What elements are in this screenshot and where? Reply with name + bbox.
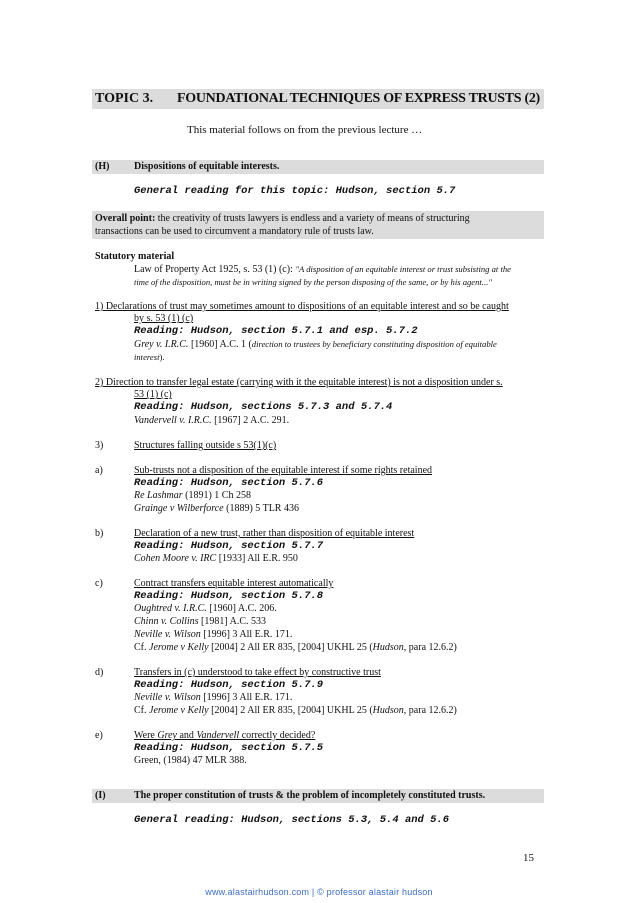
statutory-line1 [134, 263, 511, 276]
subtitle: This material follows on from the previous lecture … [187, 124, 423, 136]
grey-case-name: Grey v. I.R.C. [134, 339, 189, 350]
section-i-label: (I) [95, 790, 106, 801]
topic-title: FOUNDATIONAL TECHNIQUES OF EXPRESS TRUSTS (2) [177, 91, 540, 106]
item-a-reading: Reading: Hudson, section 5.7.6 [134, 477, 324, 489]
section-i-title: The proper constitution of trusts & the problem of incompletely constituted trusts. [134, 790, 486, 801]
item-e-label: e) [95, 730, 103, 741]
item-b-label: b) [95, 528, 104, 539]
section-i-reading: General reading: Hudson, sections 5.3, 5.4 and 5.6 [134, 814, 450, 826]
section-h-label: (H) [95, 161, 110, 172]
overall-label: Overall point: [95, 213, 156, 224]
item-d-case-2: Cf. Jerome v Kelly [2004] 2 All ER 835, [2004] UKHL 25 (Hudson, para 12.6.2) [134, 705, 457, 716]
overall-line1: the creativity of trusts lawyers is endless and a variety of means of structuring [155, 213, 470, 224]
item-d-text: Transfers in (c) understood to take effect by constructive trust [134, 667, 381, 678]
item-3-label: 3) [95, 440, 104, 451]
lpa-quote: "A disposition of an equitable interest or trust subsisting at the [295, 264, 511, 274]
topic-number: TOPIC 3. [95, 91, 154, 106]
section-h-title: Dispositions of equitable interests. [134, 161, 280, 172]
statutory-line2: time of the disposition, must be in writing signed by the person disposing of the same, or by his agent..." [134, 277, 492, 287]
item-1-note-cont: interest). [134, 352, 165, 362]
item-e-reading: Reading: Hudson, section 5.7.5 [134, 742, 324, 754]
item-c-label: c) [95, 578, 103, 589]
item-3-text: Structures falling outside s 53(1)(c) [134, 440, 277, 451]
item-1-line2: by s. 53 (1) (c) [134, 313, 194, 324]
item-a-case-2: Grainge v Wilberforce (1889) 5 TLR 436 [134, 503, 299, 514]
item-c-reading: Reading: Hudson, section 5.7.8 [134, 590, 324, 602]
overall-point [95, 213, 470, 225]
lpa-citation: Law of Property Act 1925, s. 53 (1) (c): [134, 264, 296, 275]
item-1-case: Grey v. I.R.C. [1960] A.C. 1 (direction to trustees by beneficiary constituting disposition of equitable [134, 339, 497, 350]
overall-line2: transactions can be used to circumvent a mandatory rule of trusts law. [95, 226, 374, 237]
item-b-reading: Reading: Hudson, section 5.7.7 [134, 540, 324, 552]
footer-link[interactable]: www.alastairhudson.com | © professor alastair hudson [205, 887, 433, 897]
item-2-line2: 53 (1) (c) [134, 389, 172, 400]
item-e-case-1: Green, (1984) 47 MLR 388. [134, 755, 247, 766]
item-b-case-1: Cohen Moore v. IRC [1933] All E.R. 950 [134, 553, 298, 564]
item-c-case-4: Cf. Jerome v Kelly [2004] 2 All ER 835, [2004] UKHL 25 (Hudson, para 12.6.2) [134, 642, 457, 653]
item-a-case-1: Re Lashmar (1891) 1 Ch 258 [134, 490, 251, 501]
item-d-case-1: Neville v. Wilson [1996] 3 All E.R. 171. [134, 692, 293, 703]
item-2-line1: 2) Direction to transfer legal estate (carrying with it the equitable interest) is not a disposition under s. [95, 377, 503, 388]
item-1-line1: 1) Declarations of trust may sometimes amount to dispositions of an equitable interest and so be caught [95, 301, 509, 312]
statutory-heading: Statutory material [95, 251, 175, 262]
item-1-reading: Reading: Hudson, section 5.7.1 and esp. 5.7.2 [134, 325, 418, 337]
section-h-reading: General reading for this topic: Hudson, section 5.7 [134, 185, 456, 197]
item-a-label: a) [95, 465, 103, 476]
item-c-case-1: Oughtred v. I.R.C. [1960] A.C. 206. [134, 603, 277, 614]
item-2-case: Vandervell v. I.R.C. [1967] 2 A.C. 291. [134, 415, 290, 426]
item-c-text: Contract transfers equitable interest automatically [134, 578, 334, 589]
item-c-case-2: Chinn v. Collins [1981] A.C. 533 [134, 616, 267, 627]
item-e-text: Were Grey and Vandervell correctly decided? [134, 730, 316, 741]
item-c-case-3: Neville v. Wilson [1996] 3 All E.R. 171. [134, 629, 293, 640]
page-number: 15 [523, 852, 534, 864]
item-b-text: Declaration of a new trust, rather than disposition of equitable interest [134, 528, 415, 539]
item-2-reading: Reading: Hudson, sections 5.7.3 and 5.7.4 [134, 401, 393, 413]
item-d-label: d) [95, 667, 104, 678]
item-a-text: Sub-trusts not a disposition of the equitable interest if some rights retained [134, 465, 433, 476]
item-d-reading: Reading: Hudson, section 5.7.9 [134, 679, 324, 691]
